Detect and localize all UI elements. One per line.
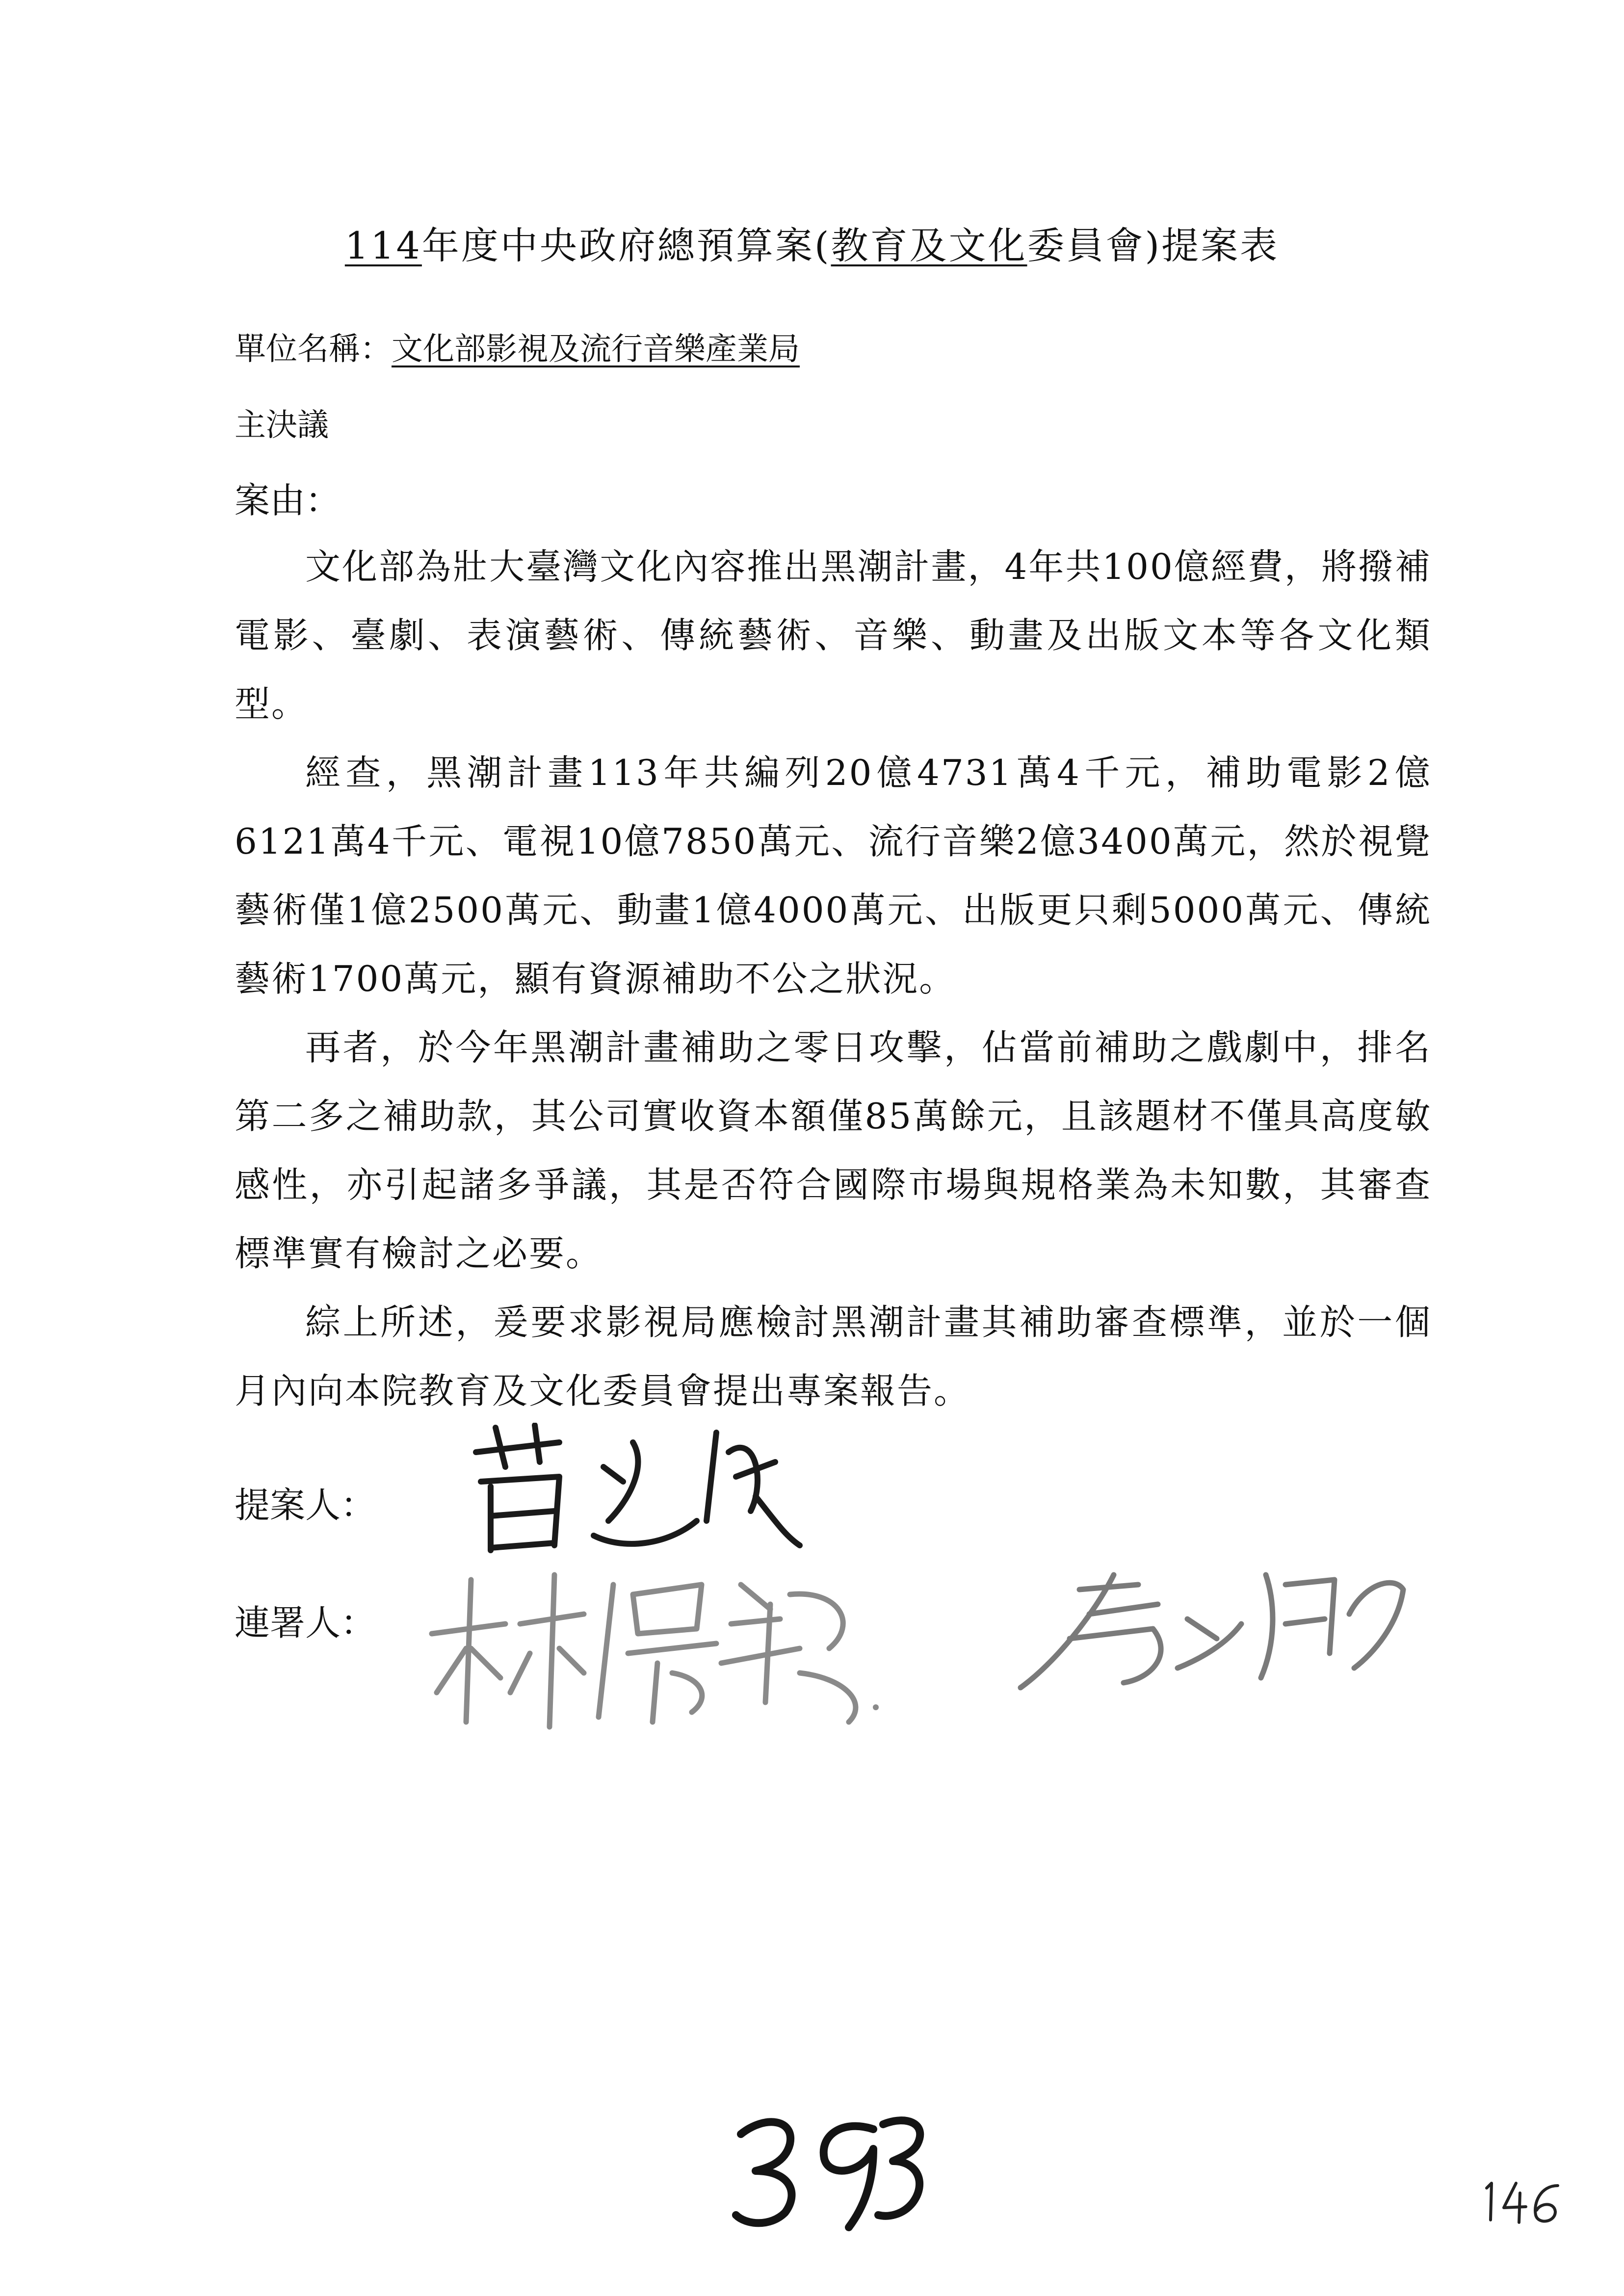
- title-text-3: )提案表: [1145, 224, 1280, 267]
- title-year: 114: [344, 224, 422, 267]
- cosigner-signature-1: [427, 1565, 883, 1732]
- proposer-signature: [461, 1423, 814, 1570]
- reason-body: [235, 532, 1432, 1425]
- title-committee: 教育及文化: [831, 224, 1027, 267]
- unit-row: [235, 324, 800, 369]
- reason-label: 案由：: [235, 480, 341, 521]
- unit-name: 文化部影視及流行音樂產業局: [392, 331, 800, 367]
- cosigner-signature-2: [1011, 1555, 1413, 1702]
- proposer-label: 提案人：: [235, 1485, 376, 1526]
- title-text-2: 委員會: [1027, 224, 1145, 267]
- paragraph-4: 綜上所述，爰要求影視局應檢討黑潮計畫其補助審查標準，並於一個月內向本院教育及文化委員會提出專案報告。: [235, 1302, 1432, 1411]
- resolution-label: 主決議: [235, 407, 329, 444]
- cosigner-label: 連署人：: [235, 1602, 376, 1644]
- paragraph-2: 經查，黑潮計畫113年共編列20億4731萬4千元，補助電影2億6121萬4千元、電視10億7850萬元、流行音樂2億3400萬元，然於視覺藝術僅1億2500萬元、動畫1億4000萬元、出版更只剩5000萬元、傳統藝術1700萬元，顯有資源補助不公之狀況。: [235, 752, 1432, 999]
- paragraph-3: 再者，於今年黑潮計畫補助之零日攻擊，佔當前補助之戲劇中，排名第二多之補助款，其公司實收資本額僅85萬餘元，且該題材不僅具高度敏感性，亦引起諸多爭議，其是否符合國際市場與規格業為未知數，其審查標準實有檢討之必要。: [235, 1027, 1432, 1274]
- title-text-1: 年度中央政府總預算案(: [421, 224, 831, 267]
- page-title: [0, 216, 1624, 269]
- handwritten-corner-number: [1477, 2173, 1565, 2229]
- handwritten-page-number: [726, 2110, 932, 2234]
- paragraph-1: 文化部為壯大臺灣文化內容推出黑潮計畫，4年共100億經費，將撥補電影、臺劇、表演藝術、傳統藝術、音樂、動畫及出版文本等各文化類型。: [235, 546, 1432, 725]
- unit-label: 單位名稱：: [235, 331, 392, 367]
